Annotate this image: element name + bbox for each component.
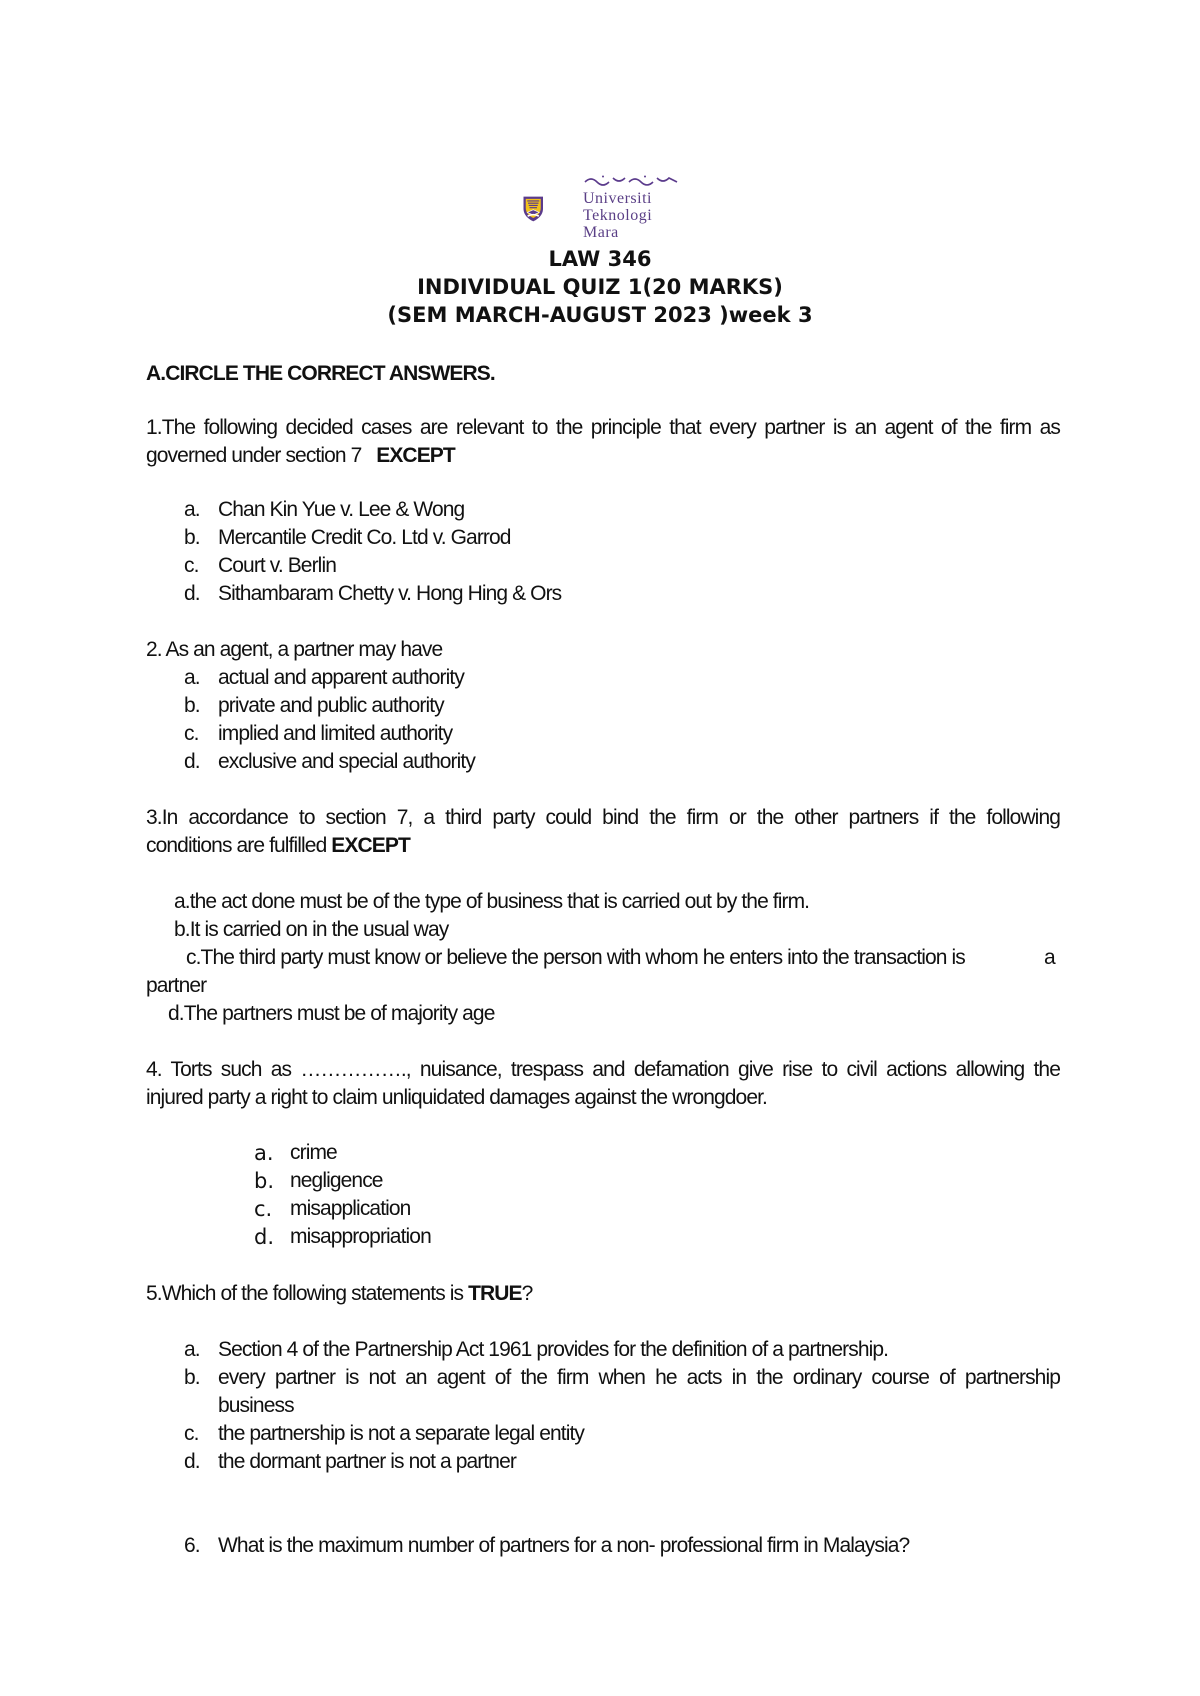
q5-option-b-label: b.	[184, 1366, 200, 1389]
q1-option-a: Chan Kin Yue v. Lee & Wong	[218, 498, 465, 521]
q5-option-b-line-2: business	[218, 1394, 294, 1417]
q4-option-d-label: d.	[254, 1225, 275, 1249]
q2-text: 2. As an agent, a partner may have	[146, 638, 443, 661]
q5-option-b-line-1: every partner is not an agent of the firm when he acts in the ordinary course of partnership	[218, 1366, 1060, 1389]
q2-option-a: actual and apparent authority	[218, 666, 464, 689]
q5-option-c-label: c.	[184, 1422, 199, 1445]
q4-option-a: crime	[290, 1141, 337, 1164]
q1-line-2	[146, 442, 455, 470]
q1-option-c-label: c.	[184, 554, 199, 577]
q4-option-d: misappropriation	[290, 1225, 431, 1248]
q4-option-c: misapplication	[290, 1197, 411, 1220]
semester-line: (SEM MARCH-AUGUST 2023 )week 3	[387, 303, 813, 327]
q6-text: What is the maximum number of partners for a non- professional firm in Malaysia?	[218, 1534, 910, 1557]
q1-option-a-label: a.	[184, 498, 200, 521]
section-a-instruction: A.CIRCLE THE CORRECT ANSWERS.	[146, 362, 495, 385]
q1-line-2-text: governed under section 7	[146, 444, 362, 467]
q5-true: TRUE	[468, 1282, 522, 1305]
q5-option-a-label: a.	[184, 1338, 200, 1361]
q2-option-c: implied and limited authority	[218, 722, 453, 745]
q2-option-b-label: b.	[184, 694, 200, 717]
q1-option-d: Sithambaram Chetty v. Hong Hing & Ors	[218, 582, 562, 605]
uitm-logo	[522, 174, 582, 244]
q5-text-post: ?	[521, 1282, 533, 1305]
q3-option-b: b.It is carried on in the usual way	[174, 918, 449, 941]
q4-option-b: negligence	[290, 1169, 383, 1192]
q2-option-c-label: c.	[184, 722, 199, 745]
q2-option-d-label: d.	[184, 750, 200, 773]
jawi-script-mark	[583, 174, 679, 186]
q3-option-d: d.The partners must be of majority age	[168, 1002, 495, 1025]
q1-except: EXCEPT	[376, 444, 455, 467]
q4-line-1: 4. Torts such as ……………., nuisance, trespass and defamation give rise to civil actions allowing the	[146, 1058, 1060, 1081]
q5-text	[146, 1280, 532, 1308]
q2-option-d: exclusive and special authority	[218, 750, 475, 773]
q1-option-c: Court v. Berlin	[218, 554, 336, 577]
course-code: LAW 346	[548, 247, 652, 271]
q5-option-d-label: d.	[184, 1450, 200, 1473]
quiz-title: INDIVIDUAL QUIZ 1(20 MARKS)	[417, 275, 783, 299]
q2-option-b: private and public authority	[218, 694, 444, 717]
q3-option-c-line-1-end: a	[1044, 946, 1055, 969]
q1-option-b-label: b.	[184, 526, 200, 549]
q3-line-1: 3.In accordance to section 7, a third party could bind the firm or the other partners if the following	[146, 806, 1060, 829]
q3-line-2-text: conditions are fulfilled	[146, 834, 327, 857]
q3-line-2	[146, 832, 410, 860]
logo-line-3: Mara	[583, 224, 619, 241]
q1-line-1: 1.The following decided cases are relevant to the principle that every partner is an agent of the firm as	[146, 416, 1060, 439]
q3-option-a: a.the act done must be of the type of business that is carried out by the firm.	[174, 890, 810, 913]
q5-option-a: Section 4 of the Partnership Act 1961 provides for the definition of a partnership.	[218, 1338, 889, 1361]
q6-number: 6.	[184, 1534, 200, 1557]
q3-option-c-line-2: partner	[146, 974, 207, 997]
q5-option-d: the dormant partner is not a partner	[218, 1450, 516, 1473]
q3-except: EXCEPT	[331, 834, 410, 857]
logo-line-1: Universiti	[583, 190, 652, 207]
logo-line-2: Teknologi	[583, 207, 653, 224]
q1-option-b: Mercantile Credit Co. Ltd v. Garrod	[218, 526, 511, 549]
q3-option-c-line-1: c.The third party must know or believe the person with whom he enters into the transaction is	[186, 946, 965, 969]
q4-option-c-label: c.	[254, 1197, 273, 1221]
q1-option-d-label: d.	[184, 582, 200, 605]
q4-option-b-label: b.	[254, 1169, 275, 1193]
q4-line-2: injured party a right to claim unliquidated damages against the wrongdoer.	[146, 1086, 767, 1109]
q5-text-pre: 5.Which of the following statements is	[146, 1282, 464, 1305]
q2-option-a-label: a.	[184, 666, 200, 689]
q5-option-c: the partnership is not a separate legal entity	[218, 1422, 585, 1445]
q4-option-a-label: a.	[254, 1141, 274, 1165]
